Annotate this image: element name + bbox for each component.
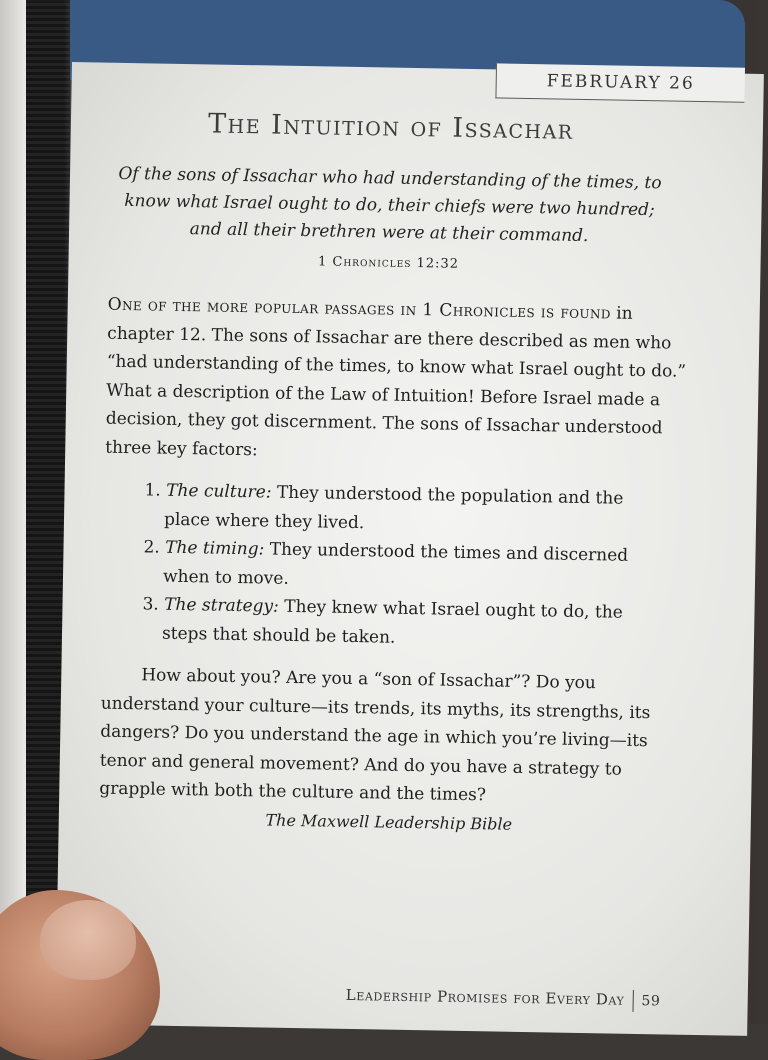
footer-divider xyxy=(632,990,633,1012)
date-header: FEBRUARY 26 xyxy=(495,63,745,102)
factors-list xyxy=(102,476,685,657)
intro-text: in chapter 12. The sons of Issachar are there described as men who “had understanding of the times, to know what Israel ought to do.” What a description of the Law of Intuition! Before Israel made a decision, they got discernment. The sons of Issachar understood three key factors: xyxy=(105,303,687,460)
intro-paragraph xyxy=(105,291,688,472)
list-text: They understood the times and discerned when to move. xyxy=(162,539,629,589)
body-text xyxy=(99,291,688,842)
list-item xyxy=(142,590,643,656)
list-item xyxy=(144,476,645,542)
closing-paragraph: How about you? Are you a “son of Issachar”? Do you understand your culture—its trends, its myths, its strengths, its dangers? Do you understand the age in which you’re living—its tenor and general movement? And do you have a strategy to grapple with both the culture and the times? xyxy=(99,665,651,806)
intro-lead-in: One of the more popular passages in 1 Chronicles is found xyxy=(107,294,612,324)
book-title: Leadership Promises for Every Day xyxy=(345,985,625,1009)
list-label: The culture: xyxy=(165,480,272,503)
list-label: The strategy: xyxy=(164,594,280,617)
list-number: 2. xyxy=(143,537,160,558)
verse-reference: 1 Chronicles 12:32 xyxy=(317,254,460,272)
list-number: 3. xyxy=(142,594,159,615)
list-text: They knew what Israel ought to do, the steps that should be taken. xyxy=(161,596,623,648)
book-page xyxy=(55,62,764,1036)
page-number: 59 xyxy=(641,993,661,1010)
list-number: 1. xyxy=(144,480,161,501)
scripture-verse: Of the sons of Issachar who had understanding of the times, to know what Israel ought to do, their chiefs were two hundred; and all their brethren were at their command. xyxy=(118,163,662,247)
page-title: The Intuition of Issachar xyxy=(207,108,574,146)
source-attribution: The Maxwell Leadership Bible xyxy=(265,809,513,834)
page-footer xyxy=(346,985,706,1013)
list-text: They understood the population and the place where they lived. xyxy=(163,482,624,533)
list-label: The timing: xyxy=(165,537,265,560)
list-item xyxy=(143,533,644,599)
thumbnail-nail xyxy=(40,900,136,980)
